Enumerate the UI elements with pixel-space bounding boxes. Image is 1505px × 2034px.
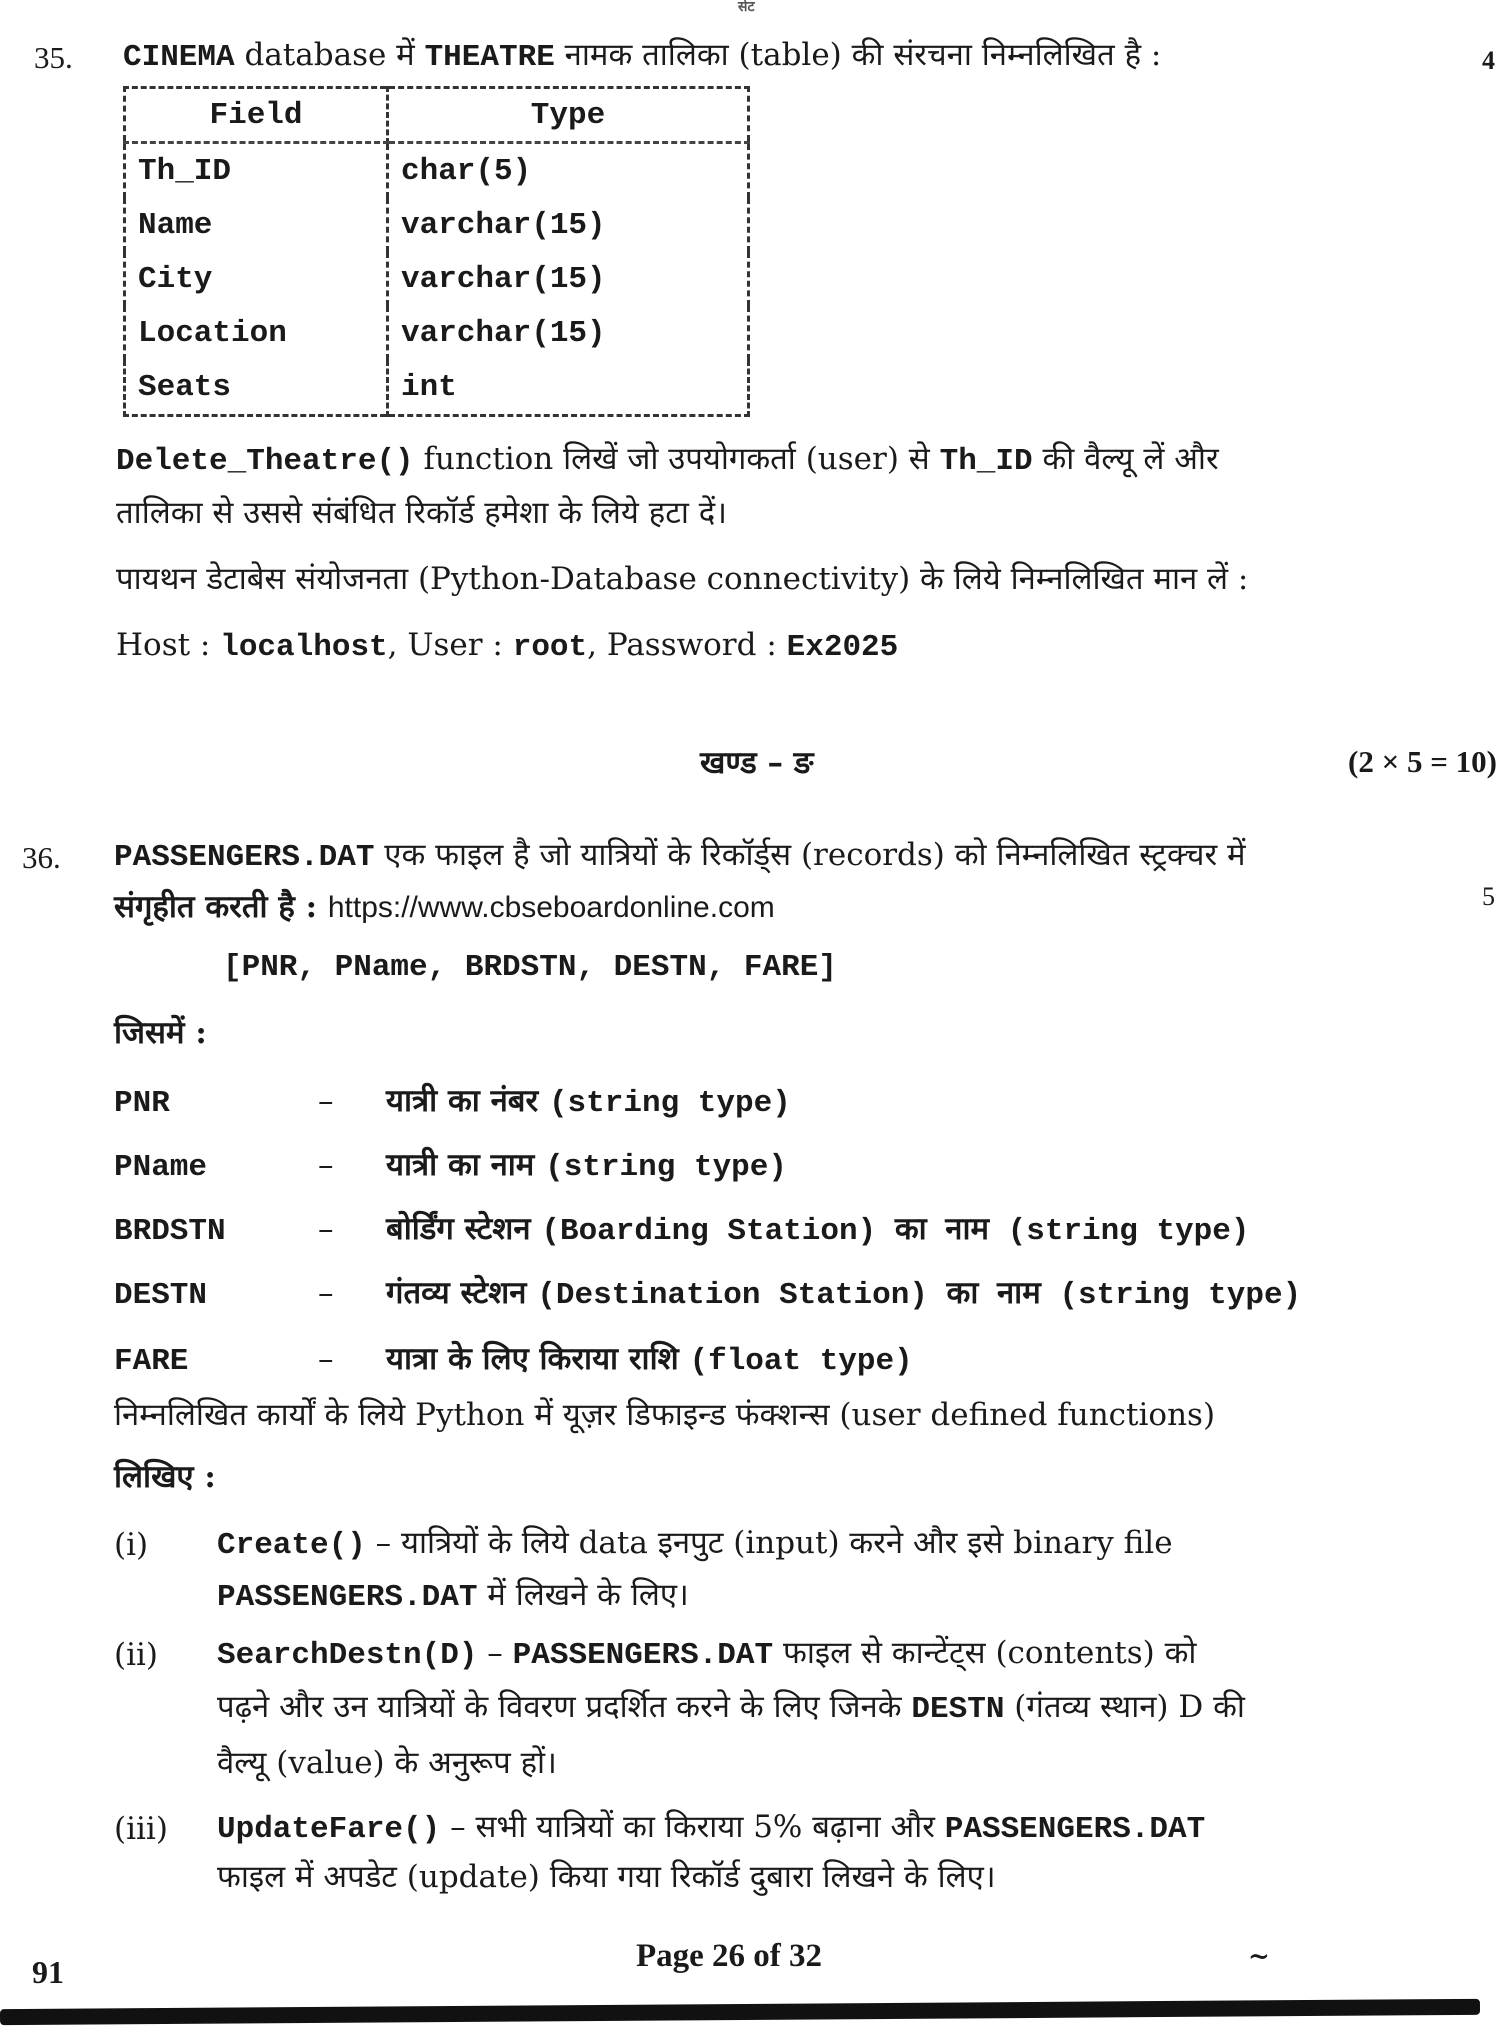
field-type: (Destination Station) का नाम (string type) [537,1278,1302,1313]
table-row [125,143,749,199]
password-value: Ex2025 [786,630,899,665]
task-text: function लिखें जो उपयोगकर्ता (user) से [413,441,940,477]
field-desc: यात्री का नंबर [386,1083,549,1119]
table-row [125,360,749,416]
part-i-line1 [217,1525,1173,1563]
intro-text-2: नामक तालिका (table) की संरचना निम्नलिखित है : [554,37,1162,73]
db-name: CINEMA [123,40,235,75]
field-item-fare [114,1341,913,1379]
dash: – [318,1083,334,1119]
field-desc: गंतव्य स्टेशन [386,1275,538,1311]
file-name: PASSENGERS.DAT [217,1580,478,1615]
field-name: PNR [114,1086,170,1121]
field-cell: Location [125,306,388,360]
type-cell: varchar(15) [401,315,606,351]
user-label: , User : [387,627,513,663]
file-name: PASSENGERS.DAT [944,1812,1206,1847]
bottom-divider [0,1999,1480,2025]
part-text: – सभी यात्रियों का किराया 5% बढ़ाना और [440,1809,945,1845]
question-number-35: 35. [34,40,73,75]
field-item-destn [114,1275,1302,1313]
section-marks: (2 × 5 = 10) [1348,744,1497,779]
q36-line1 [114,837,1246,875]
field-name: BRDSTN [114,1214,226,1249]
paper-code: 91 [32,1954,64,1990]
table-header-row [125,88,749,143]
q36-line2 [114,889,775,925]
q36-text-2: संगृहीत करती है : [114,889,328,925]
host-label: Host : [116,627,221,663]
type-cell: varchar(15) [401,261,606,297]
part-label-i: (i) [114,1527,149,1563]
field-name: PName [114,1150,208,1185]
section-title: खण्ड – ङ [700,745,814,781]
q35-task-line2: तालिका से उससे संबंधित रिकॉर्ड हमेशा के लिये हटा दें। [116,495,727,531]
password-label: , Password : [587,627,787,663]
field-ref: Th_ID [939,444,1033,479]
field-cell: Th_ID [125,143,388,199]
field-desc: बोर्डिंग स्टेशन [386,1211,542,1247]
field-desc: यात्रा के लिए किराया राशि [386,1341,690,1377]
part-text: फाइल से कान्टेंट्स (contents) को [773,1635,1197,1671]
function-name: UpdateFare() [217,1812,441,1847]
theatre-schema-table [123,86,750,417]
part-label-iii: (iii) [114,1811,168,1847]
table-row [125,306,749,360]
part-text: पढ़ने और उन यात्रियों के विवरण प्रदर्शित करने के लिए जिनके [217,1689,912,1725]
host-value: localhost [220,630,388,665]
field-item-pname [114,1147,787,1185]
q36-text: एक फाइल है जो यात्रियों के रिकॉर्ड्स (records) को निम्नलिखित स्ट्रक्चर में [374,837,1246,873]
intro-text: database में [234,37,425,73]
watermark-url: https://www.cbseboardonline.com [327,891,775,924]
field-type: (Boarding Station) का नाम (string type) [541,1214,1250,1249]
q35-connectivity: पायथन डेटाबेस संयोजनता (Python-Database connectivity) के लिये निम्नलिखित मान लें : [116,561,1249,597]
field-cell: Name [125,198,388,252]
field-item-brdstn [114,1211,1250,1249]
instruction-line1: निम्नलिखित कार्यों के लिये Python में यूज़र डिफाइन्ड फंक्शन्स (user defined functions) [114,1397,1216,1433]
part-iii-line1 [217,1809,1206,1847]
q35-intro [123,37,1162,75]
task-text-2: की वैल्यू लें और [1032,441,1219,477]
field-type: (string type) [548,1086,791,1121]
type-cell: varchar(15) [401,207,606,243]
q35-task-line1 [116,441,1219,479]
dash: – [318,1341,334,1377]
table-name: THEATRE [424,40,555,75]
part-label-ii: (ii) [114,1637,159,1673]
where-label: जिसमें : [114,1015,207,1051]
user-value: root [512,630,588,665]
field-cell: Seats [125,360,388,416]
part-i-line2 [217,1577,689,1615]
field-name: DESTN [114,1278,208,1313]
function-name: SearchDestn(D) [217,1638,478,1673]
type-cell: int [401,369,457,405]
part-ii-line1 [217,1635,1197,1673]
part-text: में लिखने के लिए। [477,1577,689,1613]
file-name: PASSENGERS.DAT [114,840,375,875]
field-ref: DESTN [911,1692,1005,1727]
record-structure: [PNR, PName, BRDSTN, DESTN, FARE] [223,950,837,985]
part-ii-line3: वैल्यू (value) के अनुरूप हों। [217,1745,557,1781]
page-number: Page 26 of 32 [636,1938,823,1974]
header-type: Type [388,88,749,143]
type-cell: char(5) [401,153,532,189]
instruction-line2: लिखिए : [114,1459,216,1495]
field-cell: City [125,252,388,306]
part-ii-line2 [217,1689,1245,1727]
file-name: PASSENGERS.DAT [512,1638,774,1673]
header-mark: सेट [738,0,755,15]
question-number-36: 36. [22,840,61,875]
part-iii-line2: फाइल में अपडेट (update) किया गया रिकॉर्ड दुबारा लिखने के लिए। [217,1859,996,1895]
table-row [125,252,749,306]
q35-credentials [116,627,899,665]
part-text: – यात्रियों के लिये data इनपुट (input) करने और इसे binary file [365,1525,1173,1561]
footer-mark: ~ [1248,1942,1270,1972]
part-text: (गंतव्य स्थान) D की [1004,1689,1245,1725]
part-text: – [477,1635,513,1671]
field-name: FARE [114,1344,189,1379]
marks-35: 4 [1482,46,1495,75]
field-desc: यात्री का नाम [386,1147,546,1183]
field-type: (string type) [545,1150,787,1185]
table-row [125,198,749,252]
function-name: Create() [217,1528,366,1563]
dash: – [318,1211,334,1247]
header-field: Field [125,88,388,143]
function-name: Delete_Theatre() [116,444,414,479]
field-type: (float type) [689,1344,913,1379]
dash: – [318,1275,334,1311]
dash: – [318,1147,334,1183]
marks-36: 5 [1482,882,1495,911]
field-item-pnr [114,1083,791,1121]
